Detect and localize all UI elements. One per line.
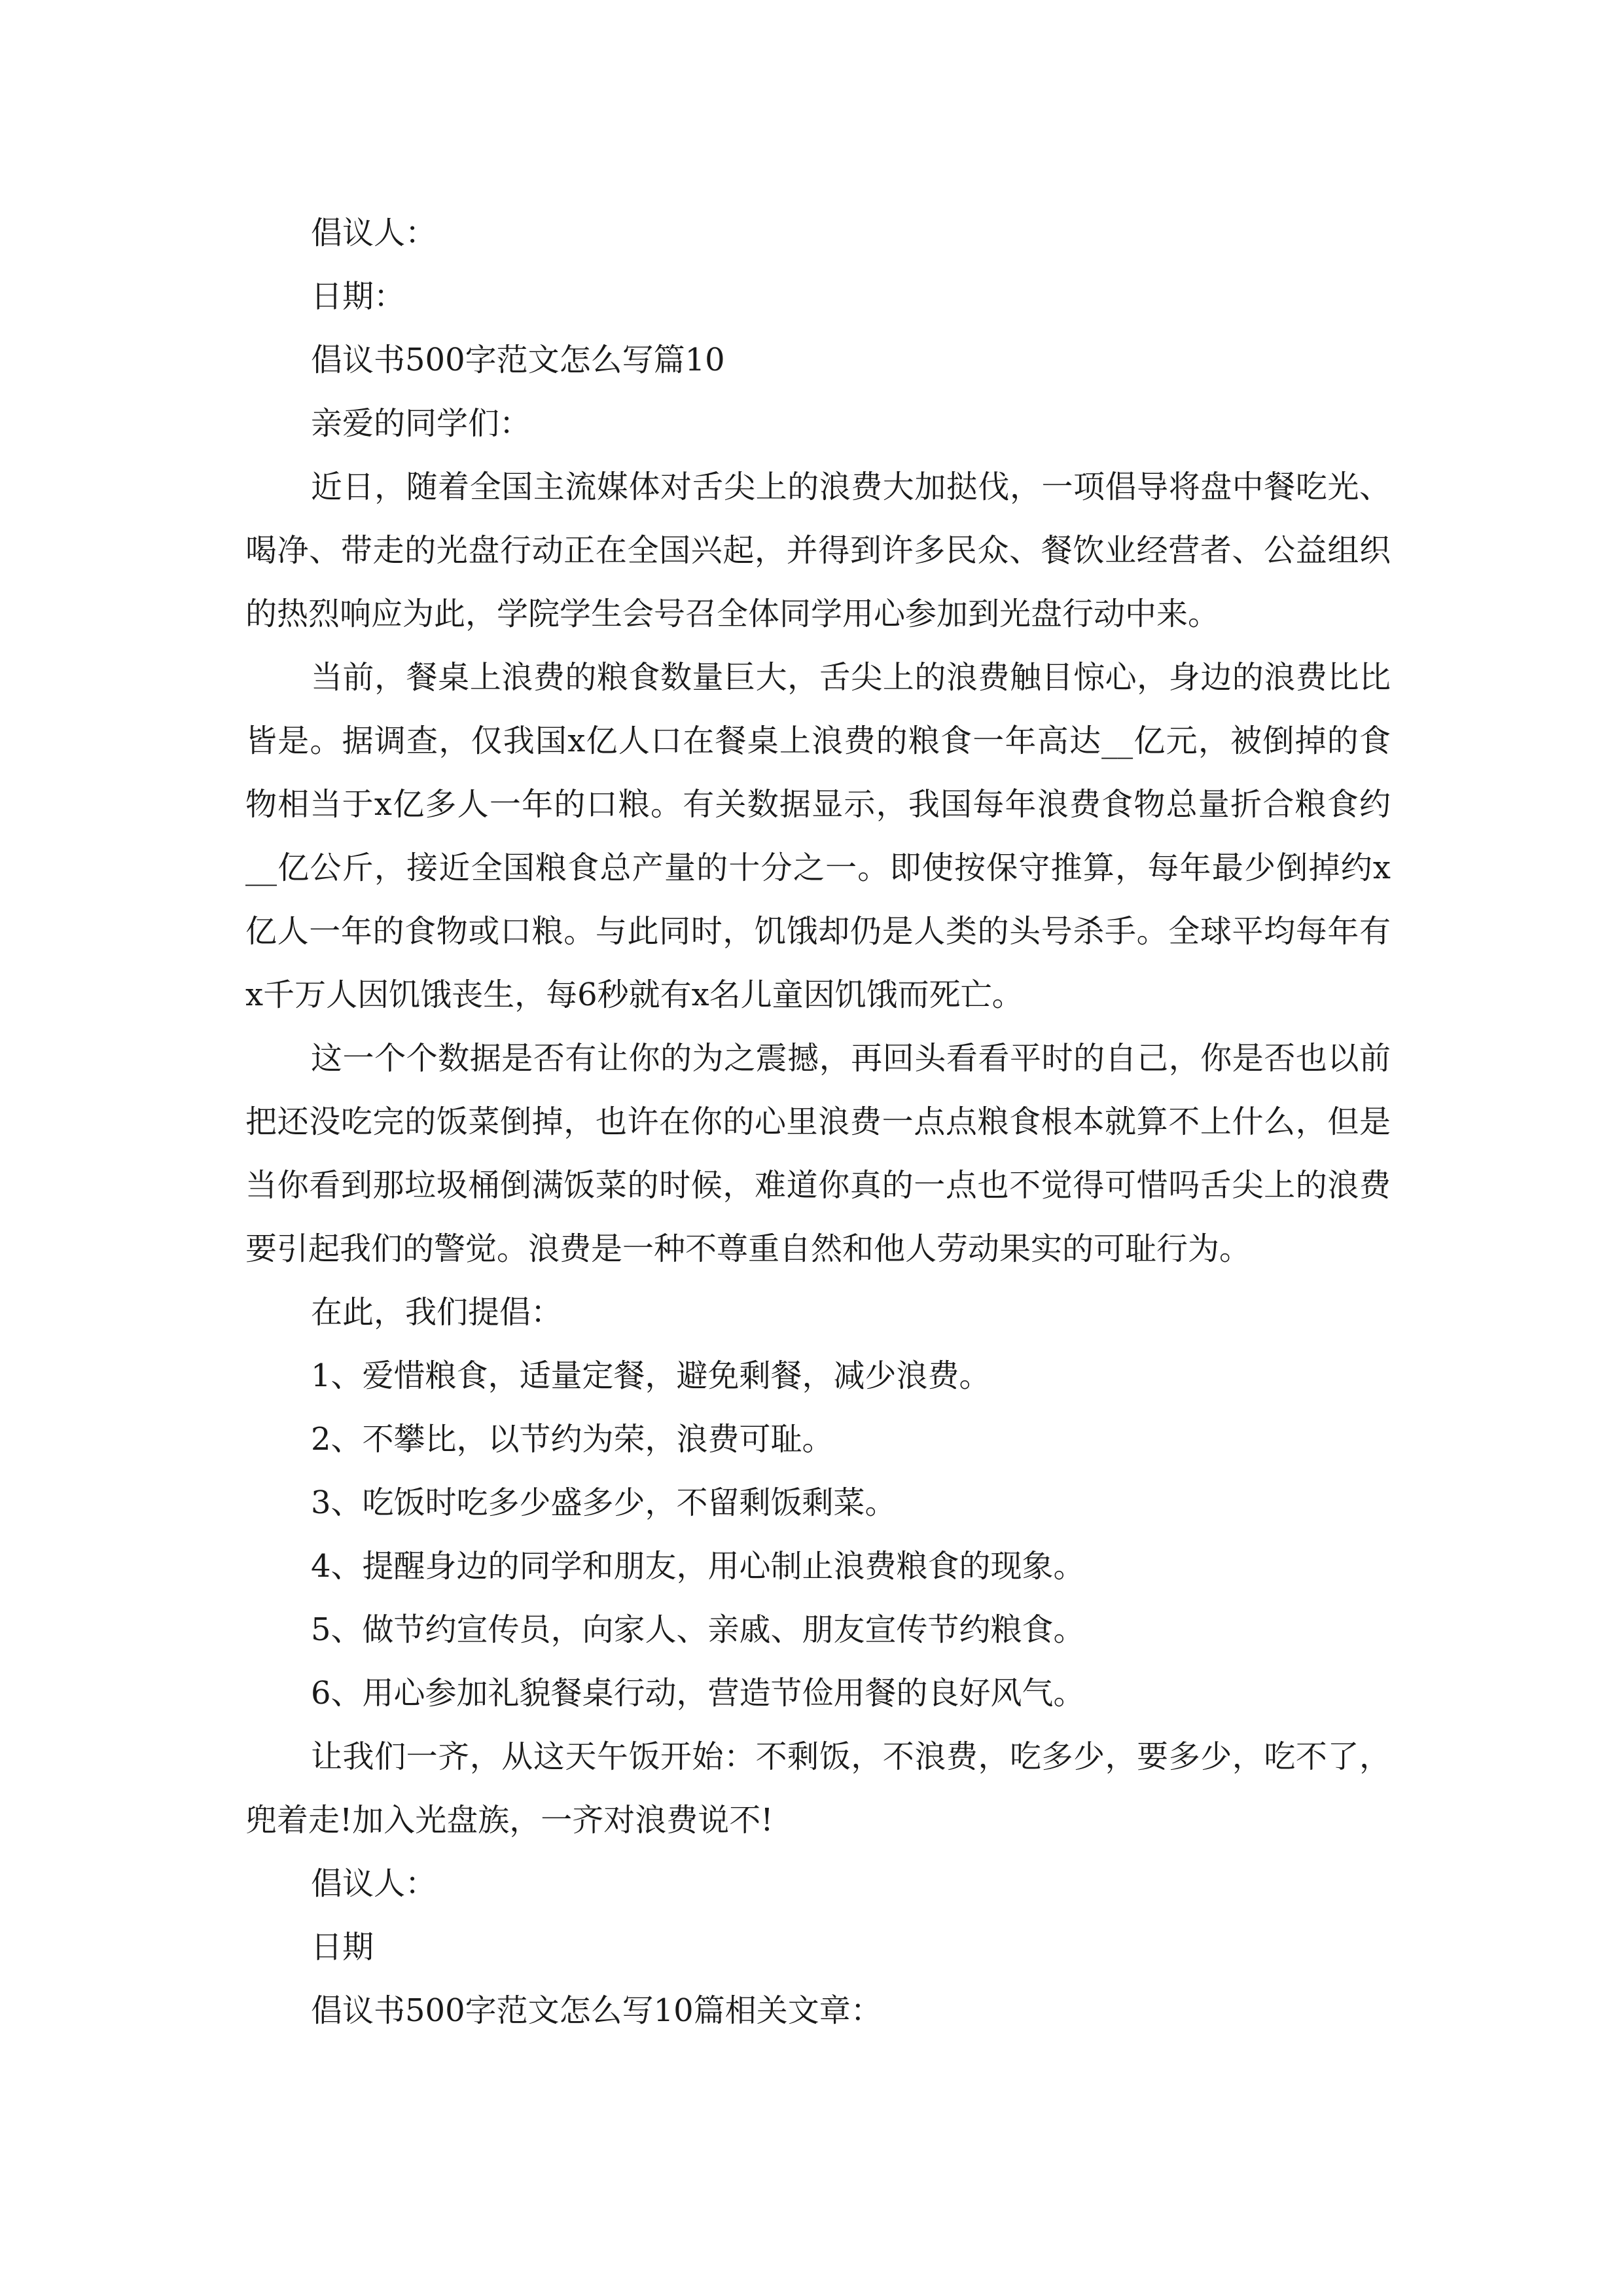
paragraph-statistics: 当前，餐桌上浪费的粮食数量巨大，舌尖上的浪费触目惊心，身边的浪费比比皆是。据调查，仅我国x亿人口在餐桌上浪费的粮食一年高达__亿元，被倒掉的食物相当于x亿多人一年的口粮。有关数据显示，我国每年浪费食物总量折合粮食约__亿公斤，接近全国粮食总产量的十分之一。即使按保守推算，每年最少倒掉约x亿人一年的食物或口粮。与此同时，饥饿却仍是人类的头号杀手。全球平均每年有x千万人因饥饿丧生，每6秒就有x名儿童因饥饿而死亡。	[245, 659, 1391, 1013]
signature-label: 倡议人：	[311, 1865, 437, 1902]
paragraph-closing: 让我们一齐，从这天午饭开始：不剩饭，不浪费，吃多少，要多少，吃不了，兜着走!加入光盘族，一齐对浪费说不!	[245, 1738, 1391, 1839]
paragraph-intro: 近日，随着全国主流媒体对舌尖上的浪费大加挞伐，一项倡导将盘中餐吃光、喝净、带走的光盘行动正在全国兴起，并得到许多民众、餐饮业经营者、公益组织的热烈响应为此，学院学生会号召全体同学用心参加到光盘行动中来。	[245, 469, 1391, 632]
document-body	[245, 202, 1391, 2043]
proposal-item: 6、用心参加礼貌餐桌行动，营造节俭用餐的良好风气。	[311, 1675, 1085, 1712]
paragraph-reflection: 这一个个数据是否有让你的为之震撼，再回头看看平时的自己，你是否也以前把还没吃完的饭菜倒掉，也许在你的心里浪费一点点粮食根本就算不上什么，但是当你看到那垃圾桶倒满饭菜的时候，难道你真的一点也不觉得可惜吗舌尖上的浪费要引起我们的警觉。浪费是一种不尊重自然和他人劳动果实的可耻行为。	[245, 1040, 1391, 1267]
salutation: 亲爱的同学们：	[311, 405, 531, 442]
proposal-item: 3、吃饭时吃多少盛多少，不留剩饭剩菜。	[311, 1484, 897, 1521]
initiator-label: 倡议人：	[311, 215, 437, 251]
proposal-item: 5、做节约宣传员，向家人、亲戚、朋友宣传节约粮食。	[311, 1611, 1085, 1648]
section-heading: 倡议书500字范文怎么写篇10	[311, 342, 725, 378]
proposal-item: 4、提醒身边的同学和朋友，用心制止浪费粮食的现象。	[311, 1548, 1085, 1585]
related-articles-heading: 倡议书500字范文怎么写10篇相关文章：	[311, 1992, 882, 2029]
date-label: 日期：	[311, 278, 406, 315]
proposal-intro: 在此，我们提倡：	[311, 1294, 563, 1331]
proposal-item: 2、不攀比，以节约为荣，浪费可耻。	[311, 1421, 834, 1458]
proposal-item: 1、爱惜粮食，适量定餐，避免剩餐，减少浪费。	[311, 1357, 991, 1394]
date-label-bottom: 日期	[311, 1929, 374, 1965]
